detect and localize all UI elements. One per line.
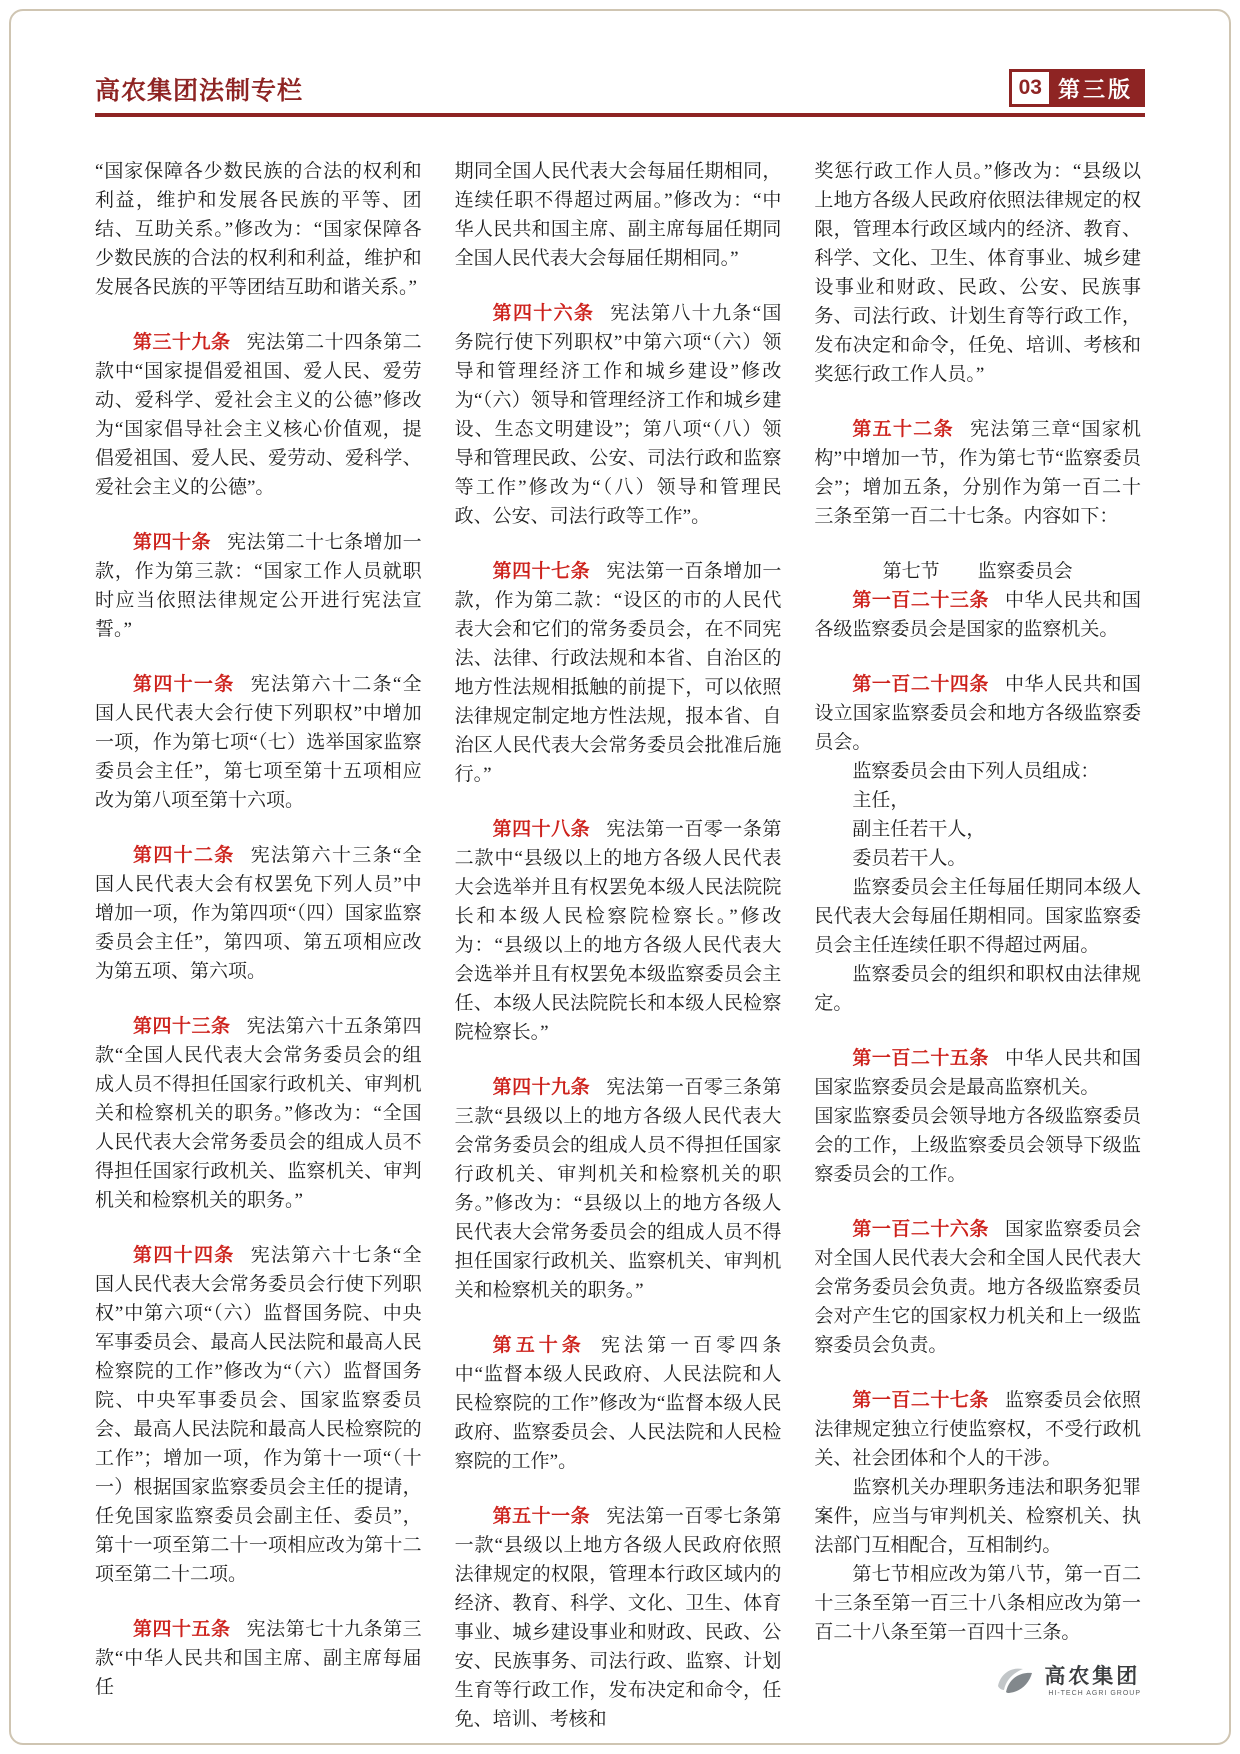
- article-block: [95, 1241, 422, 1589]
- article-block: [814, 157, 1141, 389]
- paragraph: 第七节相应改为第八节，第一百二十三条至第一百三十八条相应改为第一百二十八条至第一百四十三条。: [814, 1564, 1142, 1643]
- article-block: [95, 1012, 422, 1215]
- paragraph: 第四十八条 宪法第一百零一条第二款中“县级以上的地方各级人民代表大会选举并且有权罢免本级人民法院院长和本级人民检察院检察长。”修改为：“县级以上的地方各级人民代表大会选举并且有权罢免本级监察委员会主任、本级人民法院院长和本级人民检察院检察长。”: [454, 819, 782, 1043]
- paragraph: 委员若干人。: [852, 848, 967, 869]
- paragraph: 第四十七条 宪法第一百条增加一款，作为第二款：“设区的市的人民代表大会和它们的常务委员会，在不同宪法、法律、行政法规和本省、自治区的地方性法规相抵触的前提下，可以依照法律规定制定地方性法规，报本省、自治区人民代表大会常务委员会批准后施行。”: [454, 561, 782, 785]
- article-number: 第一百二十七条: [852, 1390, 989, 1411]
- article-block: [95, 841, 422, 986]
- article-block: [95, 528, 422, 644]
- article-number: 第一百二十五条: [852, 1048, 989, 1069]
- paragraph: 第五十一条 宪法第一百零七条第一款“县级以上地方各级人民政府依照法律规定的权限，管理本行政区域内的经济、教育、科学、文化、卫生、体育事业、城乡建设事业和财政、民政、公安、民族事务、司法行政、监察、计划生育等行政工作，发布决定和命令，任免、培训、考核和: [454, 1506, 782, 1730]
- article-number: 第四十二条: [133, 845, 235, 866]
- article-number: 第五十一条: [492, 1506, 591, 1527]
- paragraph: 第五十条 宪法第一百零四条中“监督本级人民政府、人民法院和人民检察院的工作”修改为“监督本级人民政府、监察委员会、人民法院和人民检察院的工作”。: [454, 1335, 782, 1472]
- article-number: 第一百二十六条: [852, 1219, 989, 1240]
- paragraph: 第一百二十三条 中华人民共和国各级监察委员会是国家的监察机关。: [814, 590, 1142, 640]
- article-number: 第四十九条: [492, 1077, 591, 1098]
- paragraph: 监察委员会主任每届任期同本级人民代表大会每届任期相同。国家监察委员会主任连续任职不得超过两届。: [814, 877, 1142, 956]
- paragraph: 第四十二条 宪法第六十三条“全国人民代表大会有权罢免下列人员”中增加一项，作为第四项“（四）国家监察委员会主任”，第四项、第五项相应改为第五项、第六项。: [95, 845, 422, 982]
- newspaper-page: [9, 9, 1231, 1745]
- paragraph: 国家监察委员会领导地方各级监察委员会的工作，上级监察委员会领导下级监察委员会的工作。: [814, 1106, 1142, 1185]
- section-title: 高农集团法制专栏: [95, 77, 304, 105]
- article-block: [814, 415, 1141, 531]
- article-number: 第四十六条: [492, 303, 595, 324]
- paragraph: 第五十二条 宪法第三章“国家机构”中增加一节，作为第七节“监察委员会”；增加五条，分别作为第一百二十三条至第一百二十七条。内容如下：: [814, 419, 1142, 527]
- article-block: [814, 670, 1141, 1018]
- edition-label: 第三版: [1057, 76, 1133, 102]
- article-block: [455, 557, 782, 789]
- article-block: [95, 670, 422, 815]
- article-block: [95, 157, 422, 302]
- paragraph: 副主任若干人，: [852, 819, 986, 840]
- page-badge: [1009, 69, 1145, 107]
- paragraph: 主任，: [852, 790, 910, 811]
- paragraph: 第一百二十四条 中华人民共和国设立国家监察委员会和地方各级监察委员会。: [814, 674, 1142, 753]
- tagline-text: HI-TECH AGRI GROUP: [1048, 1689, 1141, 1697]
- paragraph: 第四十五条 宪法第七十九条第三款“中华人民共和国主席、副主席每届任: [95, 1619, 422, 1698]
- section-heading: 第七节 监察委员会: [882, 561, 1073, 582]
- paragraph: 第四十六条 宪法第八十九条“国务院行使下列职权”中第六项“（六）领导和管理经济工作和城乡建设”修改为“（六）领导和管理经济工作和城乡建设、生态文明建设”；第八项“（八）领导和管理民政、公安、司法行政和监察等工作”修改为“（八）领导和管理民政、公安、司法行政等工作”。: [454, 303, 782, 527]
- article-block: [814, 1386, 1141, 1647]
- logo-tagline: [1044, 1690, 1145, 1697]
- article-block: [455, 299, 782, 531]
- paragraph: 第一百二十六条 国家监察委员会对全国人民代表大会和全国人民代表大会常务委员会负责。地方各级监察委员会对产生它的国家权力机关和上一级监察委员会负责。: [814, 1219, 1142, 1356]
- page-footer: [995, 1665, 1145, 1697]
- paragraph: 奖惩行政工作人员。”修改为：“县级以上地方各级人民政府依照法律规定的权限，管理本行政区域内的经济、教育、科学、文化、卫生、体育事业、城乡建设事业和财政、民政、公安、民族事务、司法行政、计划生育等行政工作，发布决定和命令，任免、培训、考核和奖惩行政工作人员。”: [814, 161, 1142, 385]
- logo-text: 高农集团: [1044, 1664, 1141, 1688]
- paragraph: “国家保障各少数民族的合法的权利和利益，维护和发展各民族的平等、团结、互助关系。”修改为：“国家保障各少数民族的合法的权利和利益，维护和发展各民族的平等团结互助和谐关系。”: [95, 161, 422, 298]
- article-columns: [11, 117, 1229, 1734]
- article-block: [455, 1331, 782, 1476]
- article-block: [455, 1073, 782, 1305]
- column-1: [95, 157, 422, 1734]
- paragraph: 第三十九条 宪法第二十四条第二款中“国家提倡爱祖国、爱人民、爱劳动、爱科学、爱社会主义的公德”修改为“国家倡导社会主义核心价值观，提倡爱祖国、爱人民、爱劳动、爱科学、爱社会主义的公德”。: [95, 332, 422, 498]
- article-number: 第五十二条: [852, 419, 954, 440]
- article-number: 第四十八条: [492, 819, 591, 840]
- article-number: 第四十条: [133, 532, 212, 553]
- paragraph: 第四十一条 宪法第六十二条“全国人民代表大会行使下列职权”中增加一项，作为第七项“（七）选举国家监察委员会主任”，第七项至第十五项相应改为第八项至第十六项。: [95, 674, 422, 811]
- paragraph: 第四十条 宪法第二十七条增加一款，作为第三款：“国家工作人员就职时应当依照法律规定公开进行宪法宣誓。”: [95, 532, 422, 640]
- article-number: 第四十一条: [133, 674, 235, 695]
- article-number: 第四十四条: [133, 1245, 235, 1266]
- column-3: [814, 157, 1141, 1734]
- article-number: 第四十七条: [492, 561, 591, 582]
- article-block: [455, 157, 782, 273]
- paragraph: 第一百二十七条 监察委员会依照法律规定独立行使监察权，不受行政机关、社会团体和个人的干涉。: [814, 1390, 1142, 1469]
- paragraph: 监察机关办理职务违法和职务犯罪案件，应当与审判机关、检察机关、执法部门互相配合，互相制约。: [814, 1477, 1142, 1556]
- paragraph: 期同全国人民代表大会每届任期相同，连续任职不得超过两届。”修改为：“中华人民共和国主席、副主席每届任期同全国人民代表大会每届任期相同。”: [454, 161, 782, 269]
- paragraph: 第一百二十五条 中华人民共和国国家监察委员会是最高监察机关。: [814, 1048, 1142, 1098]
- leaf-logo-icon: [995, 1665, 1037, 1697]
- article-block: [455, 1502, 782, 1734]
- article-number: 第一百二十三条: [852, 590, 989, 611]
- article-block: [95, 328, 422, 502]
- paragraph: 第四十三条 宪法第六十五条第四款“全国人民代表大会常务委员会的组成人员不得担任国家行政机关、审判机关和检察机关的职务。”修改为：“全国人民代表大会常务委员会的组成人员不得担任国家行政机关、监察机关、审判机关和检察机关的职务。”: [95, 1016, 422, 1211]
- article-number: 第四十三条: [133, 1016, 231, 1037]
- article-block: [814, 1044, 1141, 1189]
- page-header: [11, 11, 1229, 117]
- article-number: 第四十五条: [133, 1619, 231, 1640]
- paragraph: 监察委员会由下列人员组成：: [852, 761, 1100, 782]
- paragraph: 第四十九条 宪法第一百零三条第三款“县级以上的地方各级人民代表大会常务委员会的组成人员不得担任国家行政机关、审判机关和检察机关的职务。”修改为：“县级以上的地方各级人民代表大会常务委员会的组成人员不得担任国家行政机关、监察机关、审判机关和检察机关的职务。”: [454, 1077, 782, 1301]
- article-block: [455, 815, 782, 1047]
- article-block: [95, 1615, 422, 1702]
- article-block: [814, 1215, 1141, 1360]
- column-2: [455, 157, 782, 1734]
- paragraph: 第四十四条 宪法第六十七条“全国人民代表大会常务委员会行使下列职权”中第六项“（六）监督国务院、中央军事委员会、最高人民法院和最高人民检察院的工作”修改为“（六）监督国务院、中央军事委员会、国家监察委员会、最高人民法院和最高人民检察院的工作”；增加一项，作为第十一项“（十一）根据国家监察委员会主任的提请，任免国家监察委员会副主任、委员”，第十一项至第二十一项相应改为第十二项至第二十二项。: [95, 1245, 422, 1585]
- page-number: 03: [1012, 72, 1049, 104]
- article-number: 第五十条: [492, 1335, 585, 1356]
- paragraph: 监察委员会的组织和职权由法律规定。: [814, 964, 1142, 1014]
- article-block: [814, 557, 1141, 644]
- article-number: 第三十九条: [133, 332, 231, 353]
- article-number: 第一百二十四条: [852, 674, 989, 695]
